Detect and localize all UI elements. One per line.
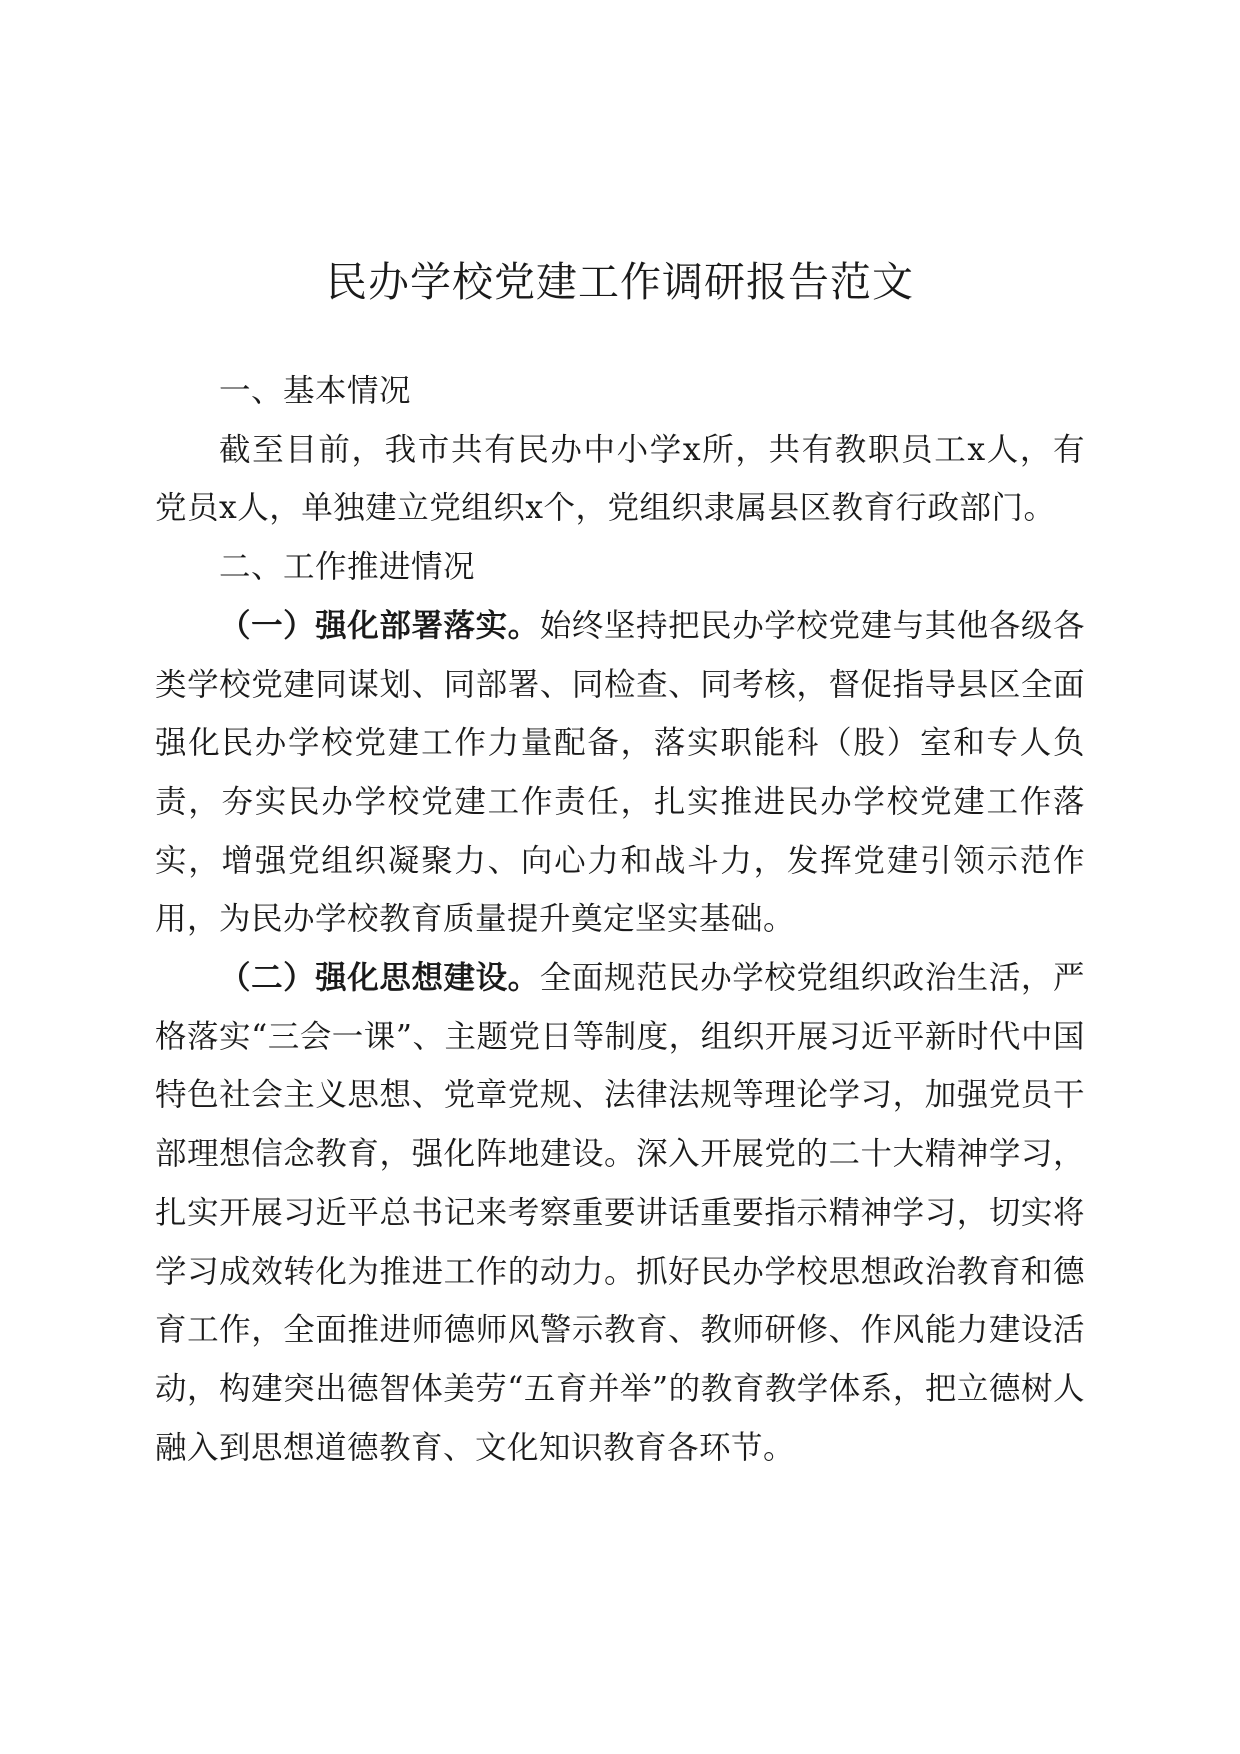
work-item-text-2: 全面规范民办学校党组织政治生活，严格落实“三会一课”、主题党日等制度，组织开展习近平新时代中国特色社会主义思想、党章党规、法律法规等理论学习，加强党员干部理想信念教育，强化阵地建设。深入开展党的二十大精神学习，扎实开展习近平总书记来考察重要讲话重要指示精神学习，切实将学习成效转化为推进工作的动力。抓好民办学校思想政治教育和德育工作，全面推进师德师风警示教育、教师研修、作风能力建设活动，构建突出德智体美劳“五育并举”的教育教学体系，把立德树人融入到思想道德教育、文化知识教育各环节。 [155,960,1085,1466]
section-heading-work-progress: 二、工作推进情况 [219,549,476,586]
work-item-paragraph-2 [155,949,1085,1477]
work-item-text-1: 始终坚持把民办学校党建与其他各级各类学校党建同谋划、同部署、同检查、同考核，督促指导县区全面强化民办学校党建工作力量配备，落实职能科（股）室和专人负责，夯实民办学校党建工作责任，扎实推进民办学校党建工作落实，增强党组织凝聚力、向心力和战斗力，发挥党建引领示范作用，为民办学校教育质量提升奠定坚实基础。 [155,607,1085,938]
work-item-lead-2: （二）强化思想建设。 [219,960,540,997]
work-item-lead-1: （一）强化部署落实。 [219,607,540,644]
document-body [155,362,1085,1477]
section-heading-basic-situation: 一、基本情况 [219,373,412,409]
document-title: 民办学校党建工作调研报告范文 [326,258,914,306]
basic-situation-paragraph: 截至目前，我市共有民办中小学x所，共有教职员工x人，有党员x人，单独建立党组织x个，党组织隶属县区教育行政部门。 [155,431,1085,527]
work-item-paragraph-1 [155,597,1085,949]
